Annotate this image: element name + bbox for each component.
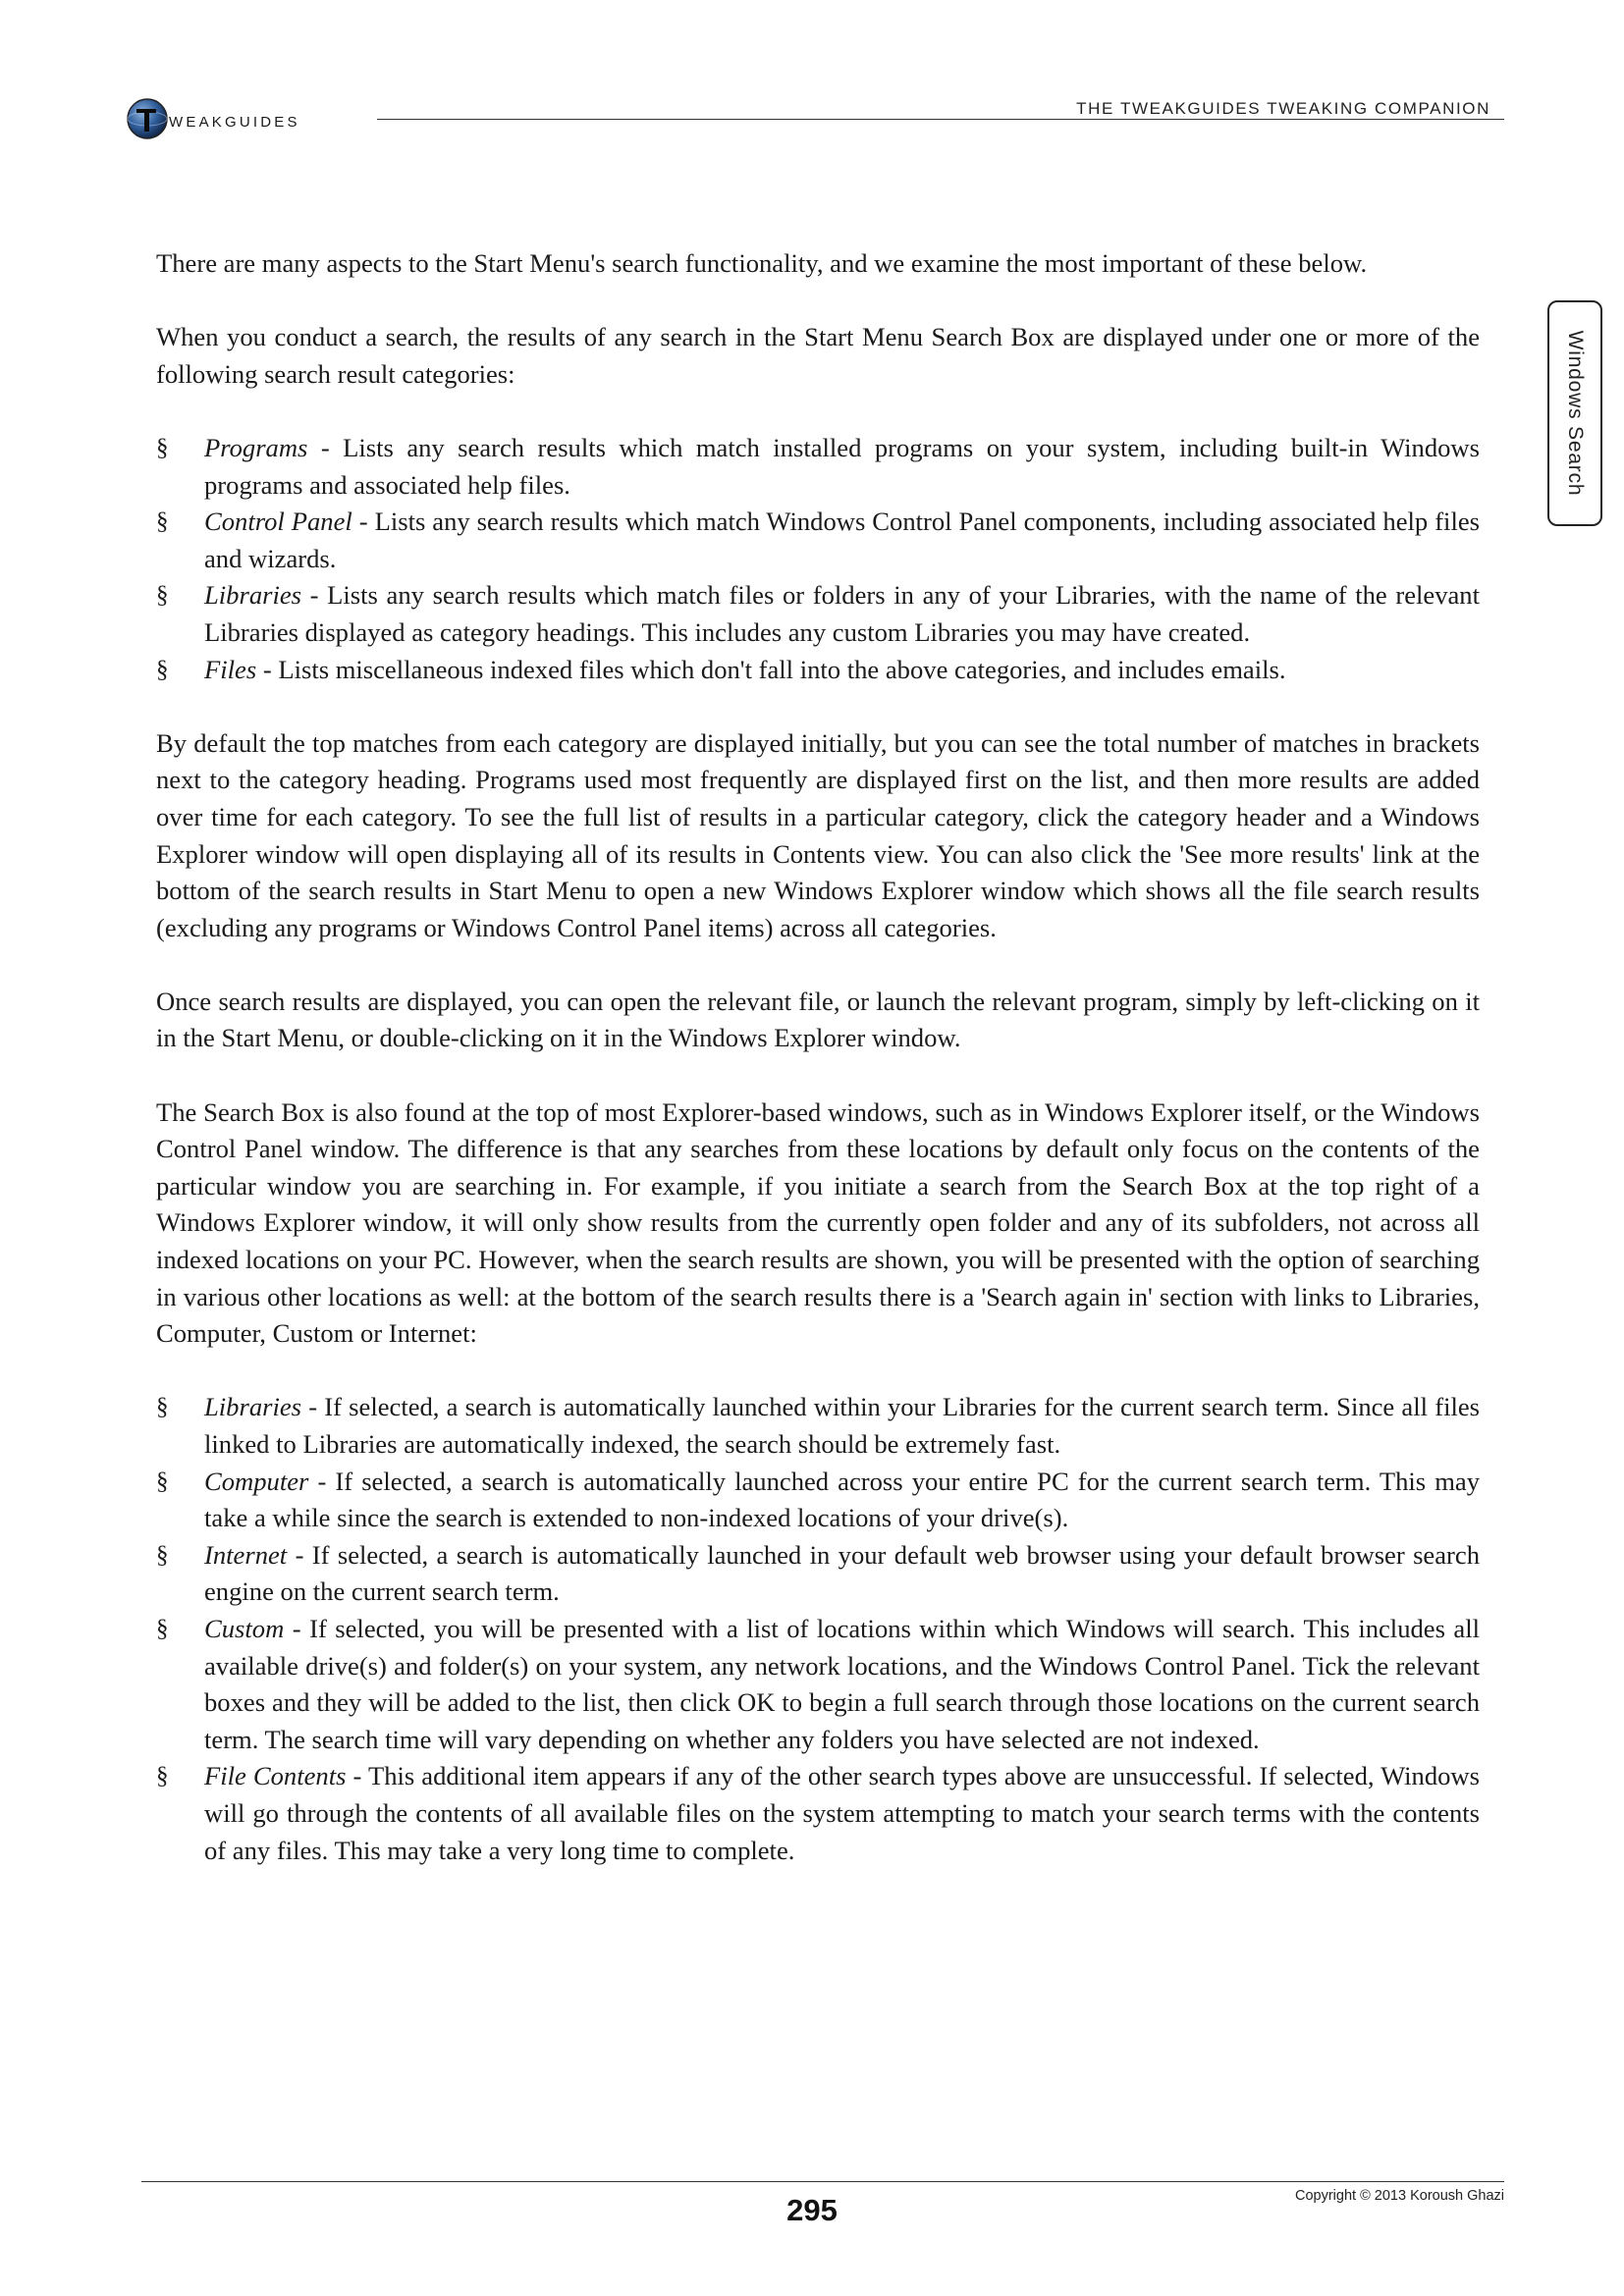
default-matches-paragraph: By default the top matches from each category are displayed initially, but you can see the total number of matches in brackets next to the category heading. Programs used most frequently are displayed first on the list, and then more results are added over time for each category. To see the full list of results in a particular category, click the category header and a Windows Explorer window will open displaying all of its results in Contents view. You can also click the 'See more results' link at the bottom of the search results in Start Menu to open a new Windows Explorer window which shows all the file search results (excluding any programs or Windows Control Panel items) across all categories.	[156, 727, 1480, 942]
list-item-text: - Lists miscellaneous indexed files which don't fall into the above categories, and includes emails.	[256, 654, 1286, 684]
search-again-list	[156, 1389, 1480, 1869]
side-tab-label: Windows Search	[1564, 330, 1587, 497]
copyright-notice: Copyright © 2013 Koroush Ghazi	[1295, 2188, 1504, 2204]
list-item-text: - If selected, a search is automatically launched in your default web browser using your default browser search engine on the current search term.	[204, 1539, 1480, 1607]
section-side-tab	[1547, 300, 1602, 526]
list-item-term: File Contents	[204, 1761, 347, 1791]
list-item-term: Libraries	[204, 580, 302, 611]
list-item-term: Computer	[204, 1466, 309, 1496]
bullet-icon: §	[156, 1615, 169, 1642]
bullet-icon: §	[156, 1394, 169, 1421]
list-item-text: - If selected, a search is automatically launched across your entire PC for the current search term. This may take a while since the search is extended to non-indexed locations of your drive(s).	[204, 1466, 1480, 1533]
list-item-term: Files	[204, 654, 257, 684]
explorer-search-paragraph: The Search Box is also found at the top of most Explorer-based windows, such as in Windows Explorer itself, or the Windows Control Panel window. The difference is that any searches from these locations by default only focus on the contents of the particular window you are searching in. For example, if you initiate a search from the Search Box at the top right of a Windows Explorer window, it will only show results from the currently open folder and any of its subfolders, not across all indexed locations on your PC. However, when the search results are shown, you will be presented with the option of searching in various other locations as well: at the bottom of the search results there is a 'Search again in' section with links to Libraries, Computer, Custom or Internet:	[156, 1096, 1480, 1349]
list-item	[156, 1389, 1480, 1463]
logo-wordmark: WEAKGUIDES	[169, 114, 300, 131]
list-item	[156, 1758, 1480, 1869]
list-item	[156, 504, 1480, 577]
list-item-term: Internet	[204, 1539, 288, 1570]
list-item	[156, 652, 1480, 689]
categories-intro-paragraph: When you conduct a search, the results of any search in the Start Menu Search Box are displayed under one or more of the following search result categories:	[156, 322, 1480, 389]
bullet-icon: §	[156, 434, 169, 461]
header-title: THE TWEAKGUIDES TWEAKING COMPANION	[1076, 99, 1490, 118]
header-rule	[377, 119, 1504, 120]
list-item-text: - This additional item appears if any of the other search types above are unsuccessful. If selected, Windows will go through the contents of all available files on the system attempting to match your search terms with the contents of any files. This may take a very long time to complete.	[204, 1761, 1480, 1865]
list-item-term: Control Panel	[204, 507, 352, 537]
list-item	[156, 1537, 1480, 1611]
list-item	[156, 430, 1480, 504]
list-item-text: - Lists any search results which match Windows Control Panel components, including associated help files and wizards.	[204, 507, 1480, 573]
page-number: 295	[786, 2193, 838, 2227]
list-item-term: Libraries	[204, 1392, 302, 1422]
list-item	[156, 577, 1480, 651]
page-content	[156, 245, 1480, 1906]
list-item	[156, 1464, 1480, 1537]
bullet-icon: §	[156, 656, 169, 683]
list-item-text: - Lists any search results which match installed programs on your system, including built-in Windows programs and associated help files.	[204, 432, 1480, 500]
list-item-text: - If selected, you will be presented with a list of locations within which Windows will search. This includes all available drive(s) and folder(s) on your system, any network locations, and the Windows Control Panel. Tick the relevant boxes and they will be added to the list, then click OK to begin a full search through those locations on the current search term. The search time will vary depending on whether any folders you have selected are not indexed.	[204, 1613, 1480, 1754]
list-item-term: Programs	[204, 432, 308, 462]
tweakguides-logo	[126, 94, 361, 149]
logo-graphic	[126, 94, 361, 149]
bullet-icon: §	[156, 1763, 169, 1790]
category-list	[156, 430, 1480, 688]
bullet-icon: §	[156, 1541, 169, 1569]
open-results-paragraph: Once search results are displayed, you can open the relevant file, or launch the relevant program, simply by left-clicking on it in the Start Menu, or double-clicking on it in the Windows Explorer window.	[156, 986, 1480, 1053]
list-item-text: - If selected, a search is automatically launched within your Libraries for the current search term. Since all files linked to Libraries are automatically indexed, the search should be extremely fast.	[204, 1392, 1480, 1459]
list-item	[156, 1611, 1480, 1758]
list-item-text: - Lists any search results which match files or folders in any of your Libraries, with the name of the relevant Libraries displayed as category headings. This includes any custom Libraries you may have created.	[204, 580, 1480, 647]
bullet-icon: §	[156, 582, 169, 610]
bullet-icon: §	[156, 1468, 169, 1495]
bullet-icon: §	[156, 508, 169, 536]
intro-paragraph: There are many aspects to the Start Menu's search functionality, and we examine the most important of these below.	[156, 248, 1368, 278]
footer-rule	[141, 2181, 1504, 2182]
list-item-term: Custom	[204, 1613, 285, 1643]
